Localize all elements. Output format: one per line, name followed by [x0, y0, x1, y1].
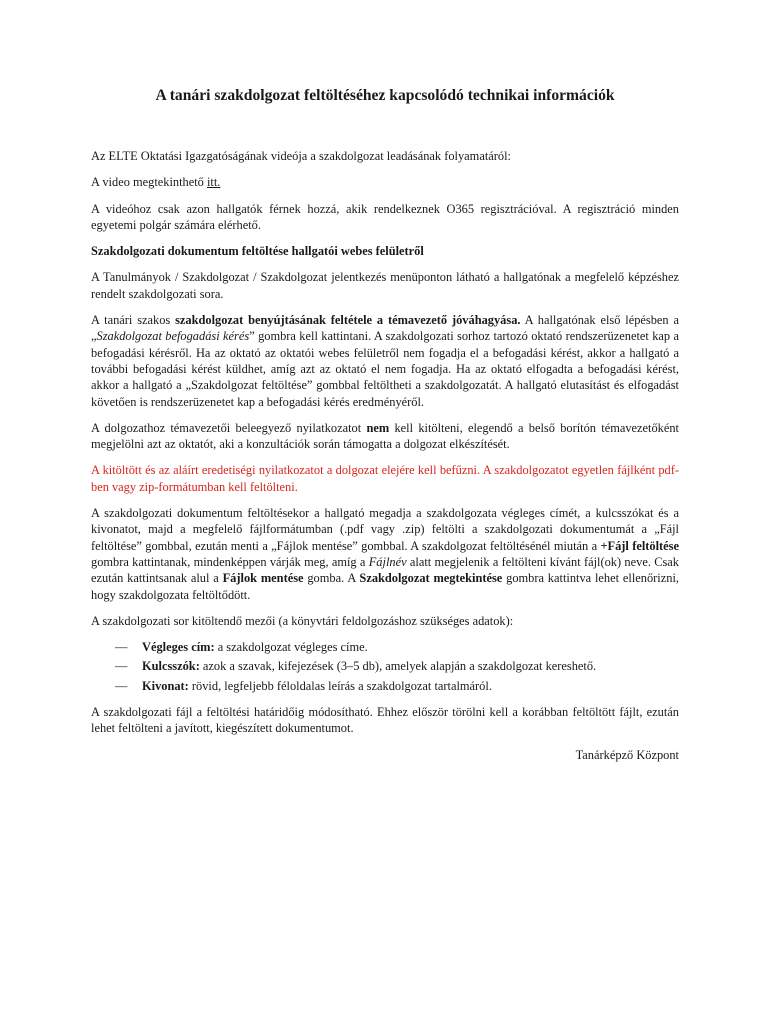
upload-filename-label: Fájlnév	[368, 554, 407, 569]
upload-text-e: alatt megjelenik a feltölteni kívánt fájl(ok) neve. Csak ezután kattintsanak alul a	[91, 554, 679, 586]
approval-condition: szakdolgozat benyújtásának feltétele a témavezető jóváhagyása.	[175, 313, 521, 328]
view-thesis-button-name: Szakdolgozat megtekintése	[359, 571, 503, 586]
field-label: Végleges cím:	[142, 640, 215, 655]
upload-button-name: +Fájl feltöltése	[600, 538, 679, 553]
statement-text-c: kell kitölteni, elegendő a belső borítón témavezetőként megjelölni azt az oktatót, aki a konzultációk során támogatta a dolgozat elkészítését.	[91, 420, 679, 452]
closing-paragraph: A szakdolgozati fájl a feltöltési határidőig módosítható. Ehhez először törölni kell a korábban feltöltött fájlt, ezután lehet feltölteni a javított, kiegészített dokumentumot.	[91, 705, 679, 736]
field-label: Kivonat:	[142, 678, 189, 693]
originality-notice: A kitöltött és az aláírt eredetiségi nyilatkozatot a dolgozat elejére kell befűzni. A szakdolgozatot egyetlen fájlként pdf-ben vagy zip-formátumban kell feltölteni.	[91, 463, 679, 494]
list-item	[115, 639, 679, 655]
paragraph-menu: A Tanulmányok / Szakdolgozat / Szakdolgozat jelentkezés menüponton látható a hallgatónak a megfelelő képzéshez rendelt szakdolgozati sora.	[91, 270, 679, 301]
statement-text-a: A dolgozathoz témavezetői beleegyező nyilatkozatot	[91, 420, 367, 435]
page-title: A tanári szakdolgozat feltöltéséhez kapcsolódó technikai információk	[155, 87, 615, 104]
upload-text-a: A szakdolgozati dokumentum feltöltésekor a hallgató megadja a szakdolgozata végleges címét, a kulcsszókat és a kivonatot, majd a megfelelő fájlformátumban (.pdf vagy .zip) feltölti a szakdolgozati dokumentumát a „Fájl feltöltése” gombbal, ezután menti a „Fájlok mentése” gombbal. A szakdolgozat feltöltésénél miután a	[91, 506, 679, 553]
approval-text-a: A tanári szakos	[91, 313, 176, 328]
video-link-prefix: A video megtekinthető	[91, 175, 207, 190]
signature: Tanárképző Központ	[575, 747, 679, 762]
approval-button-name: Szakdolgozat befogadási kérés	[96, 329, 250, 344]
field-label: Kulcsszók:	[142, 659, 200, 674]
list-dash: —	[115, 659, 128, 674]
field-text: azok a szavak, kifejezések (3–5 db), amelyek alapján a szakdolgozat kereshető.	[199, 659, 597, 674]
list-dash: —	[115, 640, 128, 655]
approval-text-e: ” gombra kell kattintani. A szakdolgozati sorhoz tartozó oktató rendszerüzenetet kap a befogadási kérésről. Ha az oktató az oktatói webes felületről nem fogadja el a befogadási kérést, akkor a hallgató a további befogadási kérést küldhet, amíg azt az oktató el nem fogadja. Ha az oktató elfogadta a befogadási kérést, akkor a hallgató a „Szakdolgozat feltöltése” gombbal feltöltheti a szakdolgozatát. A hallgató elutasítást és elfogadást követően is rendszerüzenetet kap a befogadási kérés eredményéről.	[91, 329, 679, 409]
section-heading: Szakdolgozati dokumentum feltöltése hallgatói webes felületről	[91, 244, 424, 259]
video-intro: Az ELTE Oktatási Igazgatóságának videója a szakdolgozat leadásának folyamatáról:	[91, 149, 511, 163]
save-files-button-name: Fájlok mentése	[222, 571, 304, 586]
list-dash: —	[115, 678, 128, 693]
document-content	[91, 86, 679, 773]
fields-list	[91, 639, 679, 694]
approval-text-c: A hallgatónak első lépésben a „	[91, 313, 679, 344]
video-link-line	[91, 174, 679, 190]
upload-text-c: gombra kattintanak, mindenképpen várják meg, amíg a	[91, 554, 369, 569]
field-text: rövid, legfeljebb féloldalas leírás a szakdolgozat tartalmáról.	[188, 678, 492, 693]
video-link[interactable]: itt.	[206, 175, 221, 190]
statement-nem: nem	[366, 420, 390, 435]
field-text: a szakdolgozat végleges címe.	[214, 640, 368, 655]
list-item	[115, 678, 679, 694]
paragraph-upload	[91, 505, 679, 603]
fields-intro: A szakdolgozati sor kitöltendő mezői (a könyvtári feldolgozáshoz szükséges adatok):	[91, 613, 514, 628]
access-note: A videóhoz csak azon hallgatók férnek hozzá, akik rendelkeznek O365 regisztrációval. A regisztráció minden egyetemi polgár számára elérhető.	[91, 201, 679, 232]
upload-text-g: gomba. A	[303, 571, 360, 586]
paragraph-approval	[91, 312, 679, 410]
upload-text-i: gombra kattintva lehet ellenőrizni, hogy szakdolgozata feltöltődött.	[91, 571, 679, 602]
paragraph-statement	[91, 420, 679, 453]
list-item	[115, 658, 679, 674]
